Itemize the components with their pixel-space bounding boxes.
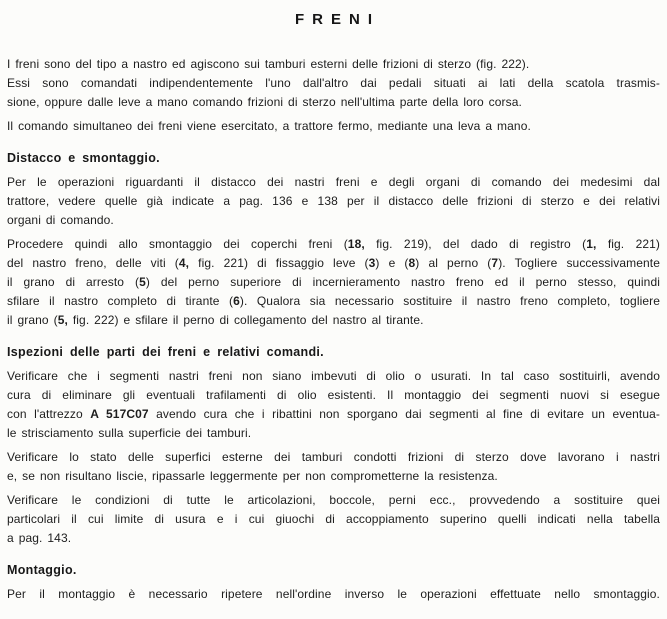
text-segment: 7 (491, 256, 499, 270)
text-line (7, 491, 660, 510)
paragraph (7, 55, 660, 112)
text-segment: cura di eliminare gli eventuali trafilamenti di olio esistenti. Il montaggio dei segmenti nuovi si esegue (7, 388, 660, 402)
text-segment: a pag. 143. (7, 531, 72, 545)
text-line (7, 273, 660, 292)
paragraph (7, 448, 660, 486)
text-line (7, 424, 660, 443)
text-line (7, 211, 660, 230)
text-segment: fig. 221) (596, 237, 661, 251)
text-line (7, 386, 660, 405)
text-segment: A 517C07 (90, 407, 149, 421)
text-line (7, 467, 660, 486)
text-line (7, 405, 660, 424)
text-line (7, 292, 660, 311)
text-segment: ). Qualora sia necessario sostituire il nastro freno completo, togliere (239, 294, 661, 308)
text-segment: ) del perno superiore di incernieramento nastro freno ed il perno stesso, quindi (145, 275, 660, 289)
section-heading: Distacco e smontaggio. (7, 151, 160, 165)
text-line (7, 235, 660, 254)
text-segment: 5 (139, 275, 146, 289)
paragraph (7, 367, 660, 443)
text-segment: particolari il cui limite di usura e i cui giuochi di accoppiamento superino quelli indicati nella tabella (7, 512, 660, 526)
text-segment: sione, oppure dalle leve a mano comando frizioni di sterzo nell'ultima parte della loro corsa. (7, 95, 522, 109)
text-segment: 3 (368, 256, 376, 270)
text-segment: Verificare lo stato delle superfici esterne dei tamburi condotti frizioni di sterzo dove lavorano i nastri (7, 450, 660, 464)
paragraph (7, 235, 660, 330)
text-segment: Il comando simultaneo dei freni viene esercitato, a trattore fermo, mediante una leva a mano. (7, 119, 531, 133)
text-segment: ) e ( (375, 256, 409, 270)
text-segment: il grano ( (7, 313, 58, 327)
section-heading: Montaggio. (7, 563, 77, 577)
text-segment: Per il montaggio è necessario ripetere nell'ordine inverso le operazioni effettuate nello smontaggio. (7, 587, 660, 601)
text-line (7, 367, 660, 386)
text-segment: organi di comando. (7, 213, 114, 227)
text-segment: Per le operazioni riguardanti il distacco dei nastri freni e degli organi di comando dei medesimi dal (7, 175, 660, 189)
paragraph (7, 173, 660, 230)
text-line (7, 173, 660, 192)
text-line (7, 93, 660, 112)
text-segment: ). Togliere successivamente (498, 256, 660, 270)
text-segment: ) al perno ( (415, 256, 492, 270)
paragraph (7, 585, 660, 604)
text-segment: Essi sono comandati indipendentemente l'uno dall'altro dai pedali situati ai lati della scatola trasmis- (7, 76, 660, 90)
text-segment: 6 (233, 294, 240, 308)
text-line (7, 192, 660, 211)
text-segment: con l'attrezzo (7, 407, 91, 421)
text-segment: del nastro freno, delle viti ( (7, 256, 179, 270)
text-segment: trattore, vedere quelle già indicate a pag. 136 e 138 per il distacco delle frizioni di sterzo e dei relativi (7, 194, 660, 208)
text-segment: e, se non risultano liscie, ripassarle leggermente per non comprometterne la resistenza. (7, 469, 498, 483)
text-segment: I freni sono del tipo a nastro ed agiscono sui tamburi esterni delle frizioni di sterzo (fig. 222). (7, 57, 530, 71)
text-line (7, 254, 660, 273)
text-segment: Procedere quindi allo smontaggio dei coperchi freni ( (7, 237, 348, 251)
text-line (7, 448, 660, 467)
paragraph (7, 491, 660, 548)
text-segment: Verificare che i segmenti nastri freni non siano imbevuti di olio o usurati. In tal caso sostituirli, avendo (7, 369, 660, 383)
text-segment: fig. 219), del dado di registro ( (364, 237, 587, 251)
text-segment: sfilare il nastro completo di tirante ( (7, 294, 234, 308)
text-line (7, 529, 660, 548)
text-segment: 5, (57, 313, 68, 327)
text-segment: Verificare le condizioni di tutte le articolazioni, boccole, perni ecc., provvedendo a sostituire quei (7, 493, 660, 507)
text-line (7, 585, 660, 604)
text-segment: fig. 221) di fissaggio leve ( (189, 256, 369, 270)
text-line (7, 117, 660, 136)
text-segment: fig. 222) e sfilare il perno di collegamento del nastro al tirante. (67, 313, 424, 327)
text-segment: avendo cura che i ribattini non sporgano dai segmenti al fine di evitare un eventua- (148, 407, 660, 421)
page-title: FRENI (295, 11, 380, 28)
text-line (7, 311, 660, 330)
text-segment: 4, (178, 256, 190, 270)
text-line (7, 510, 660, 529)
text-segment: 1, (586, 237, 597, 251)
paragraph (7, 117, 660, 136)
text-line (7, 55, 660, 74)
text-line (7, 74, 660, 93)
text-segment: 18, (347, 237, 365, 251)
document-content (7, 55, 660, 604)
section-heading: Ispezioni delle parti dei freni e relativi comandi. (7, 345, 324, 359)
text-segment: le strisciamento sulla superficie dei tamburi. (7, 426, 252, 440)
text-segment: 8 (408, 256, 416, 270)
text-segment: il grano di arresto ( (7, 275, 140, 289)
